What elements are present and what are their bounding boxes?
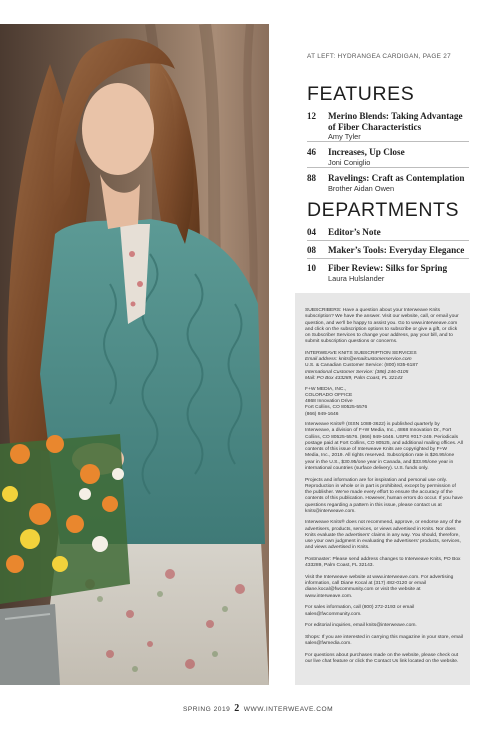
office-address: F+W MEDIA, INC., COLORADO OFFICE 4868 Innovation Drive Fort Collins, CO 80525-5576 (866) 949-1646 <box>305 386 368 417</box>
toc-page-number: 88 <box>307 173 316 183</box>
divider <box>307 141 469 142</box>
toc-entry-features-3[interactable] <box>307 173 482 193</box>
departments-heading: DEPARTMENTS <box>307 199 460 221</box>
toc-page-number: 46 <box>307 147 316 157</box>
disclaimer-paragraph: Interweave Knits® does not recommend, approve, or endorse any of the advertisers, products, services, or views advertised in Knits. Nor does Knits evaluate the advertisers’ claims in any way. You should, therefore, use your own judgment in evaluating the advertisers’ products, services, and views advertised in Knits. <box>305 520 462 551</box>
subscription-services: INTERWEAVE KNITS SUBSCRIPTION SERVICES Email address: knits@emailcustomerservice.com U.S. & Canadian Customer Service: (800) 835-6187 International Customer Service: (386) 246-0105 Mail: PO Box 433289, Palm Coast, FL 32143 <box>305 350 418 381</box>
toc-page-number: 10 <box>307 263 316 273</box>
sales-paragraph: For sales information, call (800) 272-2193 or email sales@fwcommunity.com. <box>305 605 415 617</box>
shops-paragraph: Shops: If you are interested in carrying this magazine in your store, email sales@fwmedia.com. <box>305 634 463 647</box>
toc-page-number: 12 <box>307 111 316 121</box>
toc-article-title: Fiber Review: Silks for Spring <box>328 263 448 273</box>
projects-paragraph: Projects and information are for inspiration and personal use only. Reproduction in whole or in part is prohibited, except by permission of the publisher. We’ve made every effort to ensure the accuracy of the contents of this publication. However, human errors do occur. If you have questions regarding a pattern in this issue, please contact us at knits@interweave.com. <box>305 477 463 514</box>
page-footer <box>183 703 333 714</box>
toc-entry-features-2[interactable] <box>307 147 482 167</box>
toc-author: Amy Tyler <box>328 132 361 141</box>
toc-author: Joni Coniglio <box>328 158 371 167</box>
purchases-paragraph: For questions about purchases made on the website, please check out our live chat feature or click the Contact Us link located on the website. <box>305 652 459 665</box>
page-number: 2 <box>234 703 240 714</box>
divider <box>307 167 469 168</box>
toc-author: Brother Aidan Owen <box>328 184 395 193</box>
cover-photo <box>0 24 269 685</box>
subscribers-paragraph: SUBSCRIBERS: Have a question about your Interweave Knits subscription? We have the answer. Visit our website, call, or email your question, and we’ll be happy to assist you. Go to www.interweave.com and click on the subscription options to subscribe or give a gift, or click on Subscriber Services to change your address, pay your bill, and to submit subscription questions or concerns. <box>305 308 459 345</box>
toc-article-title: Increases, Up Close <box>328 147 405 157</box>
cover-caption: AT LEFT: HYDRANGEA CARDIGAN, PAGE 27 <box>307 53 451 60</box>
woman-with-flowers-illustration <box>0 24 269 685</box>
toc-article-title: Ravelings: Craft as Contemplation <box>328 173 465 183</box>
features-heading: FEATURES <box>307 83 415 105</box>
toc-article-title: Maker’s Tools: Everyday Elegance <box>328 245 465 255</box>
legal-paragraph: Interweave Knits® (ISSN 1088-3622) is published quarterly by Interweave, a division of F+W Media, Inc., 4868 Innovation Dr., Fort Collins, CO 80525-5576. (866) 949-1646. USPS #017-249. Periodicals postage paid at Fort Collins, CO 80525, and additional mailing offices. All contents of this issue of Interweave Knits are copyrighted by F+W Media, Inc., 2019. All rights reserved. Subscription rate is $26.95/one year in the U.S., $30.95/one year in Canada, and $33.95/one year in international countries (surface delivery). U.S. funds only. <box>305 422 463 471</box>
postmaster-paragraph: Postmaster: Please send address changes to Interweave Knits, PO Box 433289, Palm Coast, FL 32143. <box>305 557 461 569</box>
masthead-text <box>305 308 463 671</box>
toc-article-title: Merino Blends: Taking Advantage of Fiber Characteristics <box>328 111 463 132</box>
toc-author: Laura Hulslander <box>328 274 385 283</box>
website-link[interactable]: WWW.INTERWEAVE.COM <box>243 706 334 713</box>
divider <box>307 258 469 259</box>
toc-entry-departments-1[interactable] <box>307 227 482 239</box>
divider <box>307 240 469 241</box>
issue-season: SPRING 2019 <box>183 706 231 713</box>
toc-article-title: Editor’s Note <box>328 227 381 237</box>
toc-entry-departments-2[interactable] <box>307 245 482 257</box>
toc-page-number: 08 <box>307 245 316 255</box>
editorial-paragraph: For editorial inquiries, email knits@interweave.com. <box>305 623 417 629</box>
toc-page-number: 04 <box>307 227 316 237</box>
visit-paragraph: Visit the Interweave website at www.interweave.com. For advertising information, call Diane Kocal at (317) 482-0120 or email diane.kocal@fwcommunity.com or visit the website at www.interweave.com. <box>305 574 454 599</box>
toc-entry-departments-3[interactable] <box>307 263 482 283</box>
toc-entry-features-1[interactable] <box>307 111 482 141</box>
